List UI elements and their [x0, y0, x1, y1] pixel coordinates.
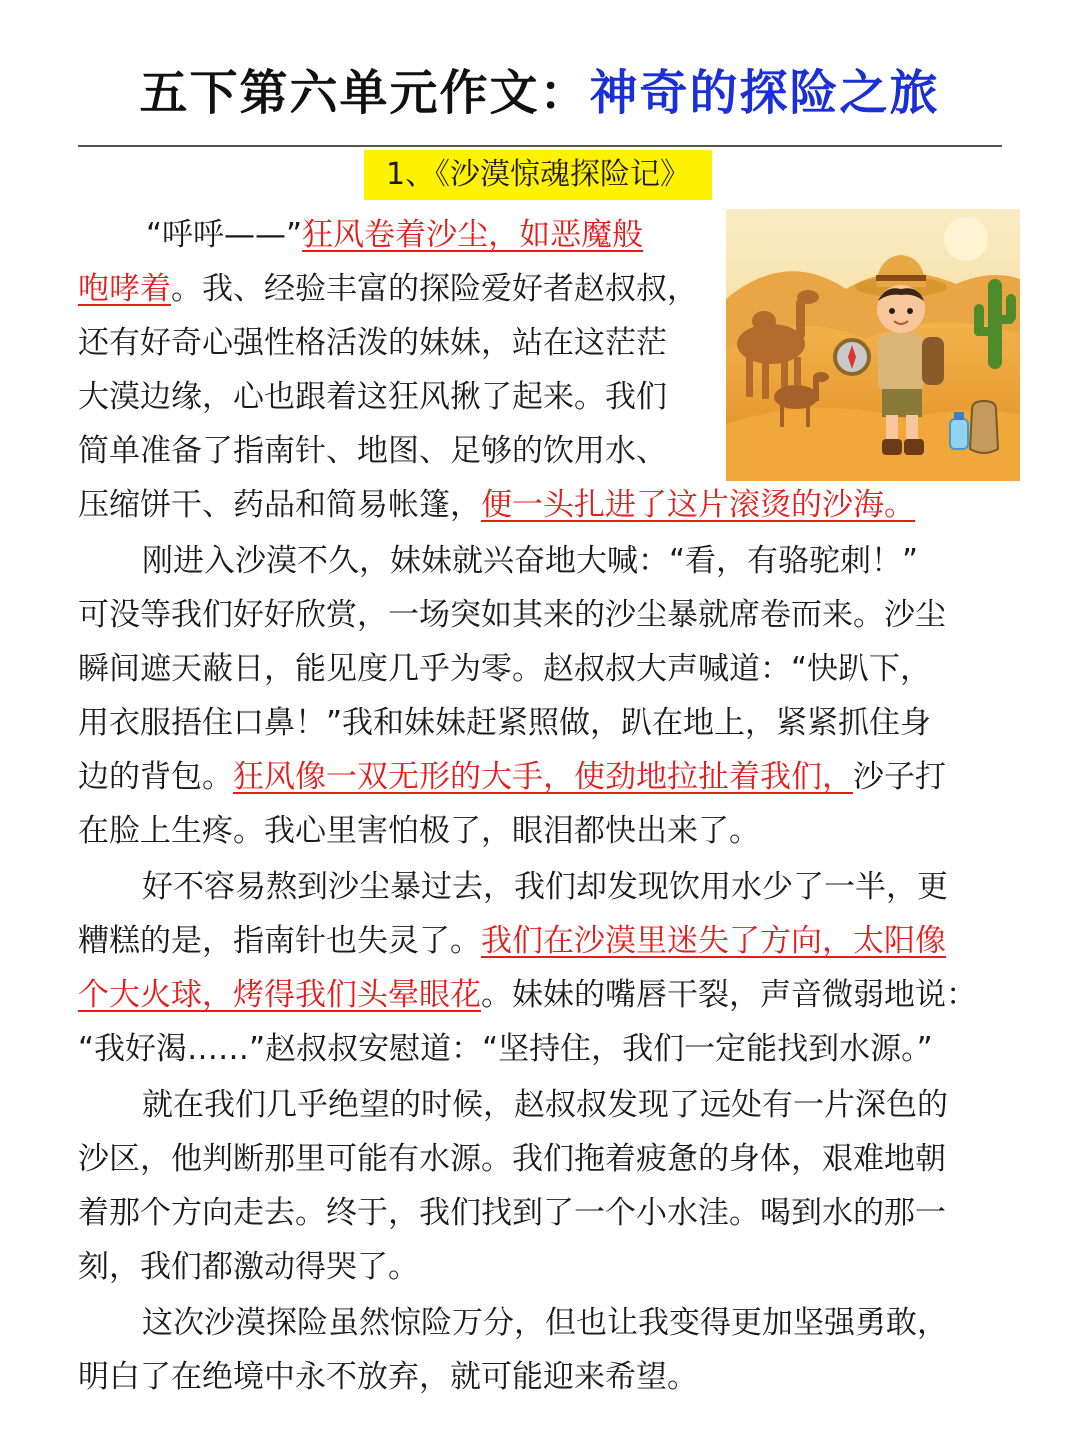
text-segment: 沙区，他判断那里可能有水源。我们拖着疲惫的身体，艰难地朝 — [78, 1141, 946, 1177]
text-segment: 糟糕的是，指南针也失灵了。 — [78, 923, 481, 959]
text-segment: 刻，我们都激动得哭了。 — [78, 1249, 419, 1285]
text-segment: 明白了在绝境中永不放弃，就可能迎来希望。 — [78, 1359, 698, 1395]
text-segment: 在脸上生疼。我心里害怕极了，眼泪都快出来了。 — [78, 813, 760, 849]
essay-line — [78, 1132, 946, 1186]
essay-line — [78, 1240, 419, 1294]
text-segment: 还有好奇心强性格活泼的妹妹，站在这茫茫 — [78, 325, 667, 361]
essay-line — [78, 424, 667, 478]
essay-line — [142, 1078, 948, 1132]
section-heading: 1、《沙漠惊魂探险记》 — [364, 150, 712, 200]
text-segment: 瞬间遮天蔽日，能见度几乎为零。赵叔叔大声喊道：“快趴下， — [78, 651, 932, 687]
highlighted-phrase: 我们在沙漠里迷失了方向，太阳像 — [481, 923, 946, 959]
text-segment: 好不容易熬到沙尘暴过去，我们却发现饮用水少了一半，更 — [142, 869, 948, 905]
text-segment: 沙子打 — [853, 759, 946, 795]
title-divider — [78, 145, 1002, 147]
text-segment: 这次沙漠探险虽然惊险万分，但也让我变得更加坚强勇敢， — [142, 1305, 948, 1341]
highlighted-phrase: 咆哮着 — [78, 271, 171, 307]
essay-line — [78, 588, 946, 642]
text-segment: 刚进入沙漠不久，妹妹就兴奋地大喊：“看，有骆驼刺！” — [142, 543, 919, 579]
essay-line — [142, 534, 918, 588]
text-segment: 边的背包。 — [78, 759, 233, 795]
title-highlight: 神奇的探险之旅 — [589, 65, 940, 121]
essay-line — [78, 804, 760, 858]
essay-line — [78, 968, 977, 1022]
essay-line — [78, 478, 915, 532]
text-segment: 。妹妹的嘴唇干裂，声音微弱地说： — [481, 977, 977, 1013]
essay-line — [78, 316, 667, 370]
essay-line — [78, 750, 946, 804]
essay-line — [78, 1186, 946, 1240]
page-title — [0, 58, 1079, 128]
text-segment: “我好渴……”赵叔叔安慰道：“坚持住，我们一定能找到水源。” — [78, 1031, 933, 1067]
text-segment: 用衣服捂住口鼻！”我和妹妹赶紧照做，趴在地上，紧紧抓住身 — [78, 705, 932, 741]
essay-line — [78, 1350, 698, 1404]
highlighted-phrase: 狂风卷着沙尘，如恶魔般 — [302, 217, 644, 253]
essay-line — [78, 1022, 933, 1076]
desert-explorer-illustration — [726, 209, 1020, 481]
highlighted-phrase: 狂风像一双无形的大手，使劲地拉扯着我们， — [233, 759, 853, 795]
text-segment: 压缩饼干、药品和简易帐篷， — [78, 487, 481, 523]
text-segment: 就在我们几乎绝望的时候，赵叔叔发现了远处有一片深色的 — [142, 1087, 948, 1123]
text-segment: “呼呼——” — [146, 217, 303, 253]
essay-line — [78, 370, 667, 424]
highlighted-phrase: 便一头扎进了这片滚烫的沙海。 — [481, 487, 915, 523]
text-segment: 着那个方向走去。终于，我们找到了一个小水洼。喝到水的那一 — [78, 1195, 946, 1231]
essay-line — [142, 860, 948, 914]
essay-line — [78, 696, 931, 750]
text-segment: 。我、经验丰富的探险爱好者赵叔叔， — [171, 271, 698, 307]
text-segment: 可没等我们好好欣赏，一场突如其来的沙尘暴就席卷而来。沙尘 — [78, 597, 946, 633]
highlighted-phrase: 个大火球，烤得我们头晕眼花 — [78, 977, 481, 1013]
essay-line — [78, 914, 946, 968]
text-segment: 大漠边缘，心也跟着这狂风揪了起来。我们 — [78, 379, 667, 415]
essay-line — [78, 262, 698, 316]
sun-icon — [944, 217, 988, 261]
essay-line — [78, 642, 931, 696]
title-prefix: 五下第六单元作文： — [139, 65, 590, 121]
text-segment: 简单准备了指南针、地图、足够的饮用水、 — [78, 433, 667, 469]
essay-line — [146, 208, 643, 262]
essay-line — [142, 1296, 948, 1350]
